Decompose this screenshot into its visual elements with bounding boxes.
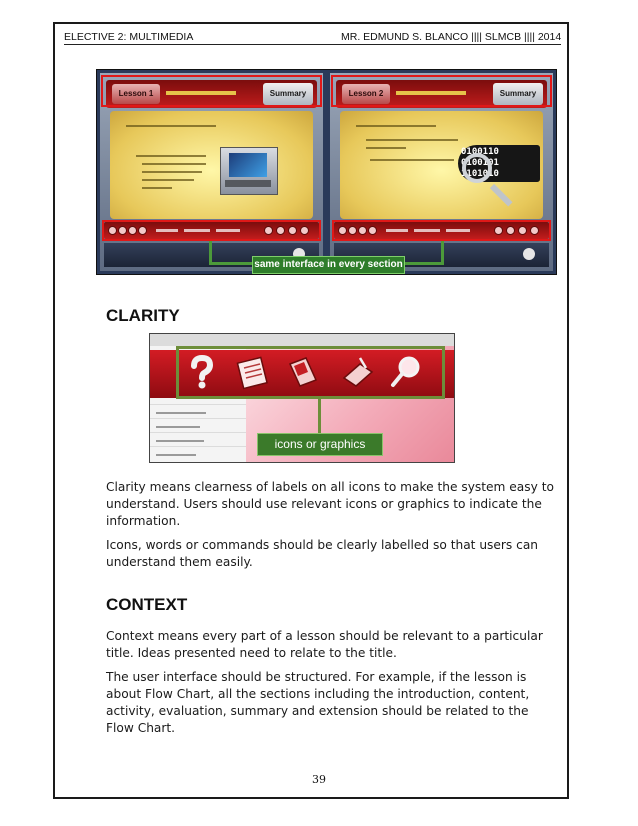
clarity-paragraph-2: Icons, words or commands should be clearly labelled so that users can understand them easily. <box>106 538 539 569</box>
highlight-box <box>332 220 551 241</box>
magnifier-icon <box>388 354 424 390</box>
text-line <box>142 179 194 181</box>
icons-callout: icons or graphics <box>257 433 383 456</box>
text-line <box>142 187 172 189</box>
text-line <box>136 155 206 157</box>
text-line <box>366 139 458 141</box>
text-line <box>142 163 206 165</box>
magnifier-icon <box>462 153 492 183</box>
header-left: ELECTIVE 2: MULTIMEDIA <box>64 31 194 43</box>
binary-row: 0100110 <box>461 147 499 157</box>
figure-lesson-interfaces <box>96 69 557 275</box>
connector-line <box>209 262 254 265</box>
text-line <box>370 159 454 161</box>
text-line <box>356 125 436 127</box>
top-bar <box>150 334 455 346</box>
highlight-box <box>331 75 552 107</box>
text-line <box>366 147 406 149</box>
connector-line <box>441 241 444 264</box>
screen-content <box>110 111 313 219</box>
list-row <box>150 404 246 405</box>
connector-line <box>401 262 444 265</box>
list-row <box>150 432 246 433</box>
magnifier-handle <box>490 184 513 207</box>
text-line <box>142 171 202 173</box>
list-text <box>156 412 206 414</box>
header-right: MR. EDMUND S. BLANCO |||| SLMCB |||| 2014 <box>341 31 562 43</box>
question-mark-icon <box>184 354 220 390</box>
interface-callout: same interface in every section <box>252 256 405 274</box>
list-text <box>156 454 196 456</box>
laptop-screen <box>229 153 267 177</box>
page-number: 39 <box>312 773 326 786</box>
context-heading: CONTEXT <box>106 595 188 614</box>
screen-content <box>340 111 543 219</box>
summary-tab: Summary <box>263 83 313 105</box>
context-paragraph-2: The user interface should be structured. For example, if the lesson is about Flow Chart, all the sections including the introduction, content, activity, evaluation, summary and extension should be related to the Flow Chart. <box>106 670 530 735</box>
text-line <box>126 125 216 127</box>
highlight-box <box>101 75 322 107</box>
lesson-tab: Lesson 1 <box>112 84 160 104</box>
list-row <box>150 446 246 447</box>
binary-row: 1101010 <box>461 169 499 179</box>
laptop-base <box>225 180 271 187</box>
clarity-heading: CLARITY <box>106 306 180 325</box>
connector-line <box>318 399 321 433</box>
laptop-icon <box>220 147 278 195</box>
list-text <box>156 426 200 428</box>
highlight-box <box>102 220 321 241</box>
context-paragraph-1: Context means every part of a lesson should be relevant to a particular title. Ideas presented need to relate to the title. <box>106 629 543 660</box>
info-icon <box>523 248 535 260</box>
header-rule <box>64 44 561 45</box>
summary-tab: Summary <box>493 83 543 105</box>
lesson-tab: Lesson 2 <box>342 84 390 104</box>
list-text <box>156 440 204 442</box>
notebook-icon <box>234 354 270 390</box>
clarity-paragraph-1: Clarity means clearness of labels on all icons to make the system easy to understand. Users should use relevant icons or graphics to indicate the information. <box>106 480 554 528</box>
figure-icons-graphics <box>149 333 455 463</box>
list-row <box>150 418 246 419</box>
binary-row: 0100101 <box>461 158 499 168</box>
pencil-icon <box>284 354 320 390</box>
connector-line <box>209 241 212 264</box>
book-icon <box>340 354 376 390</box>
